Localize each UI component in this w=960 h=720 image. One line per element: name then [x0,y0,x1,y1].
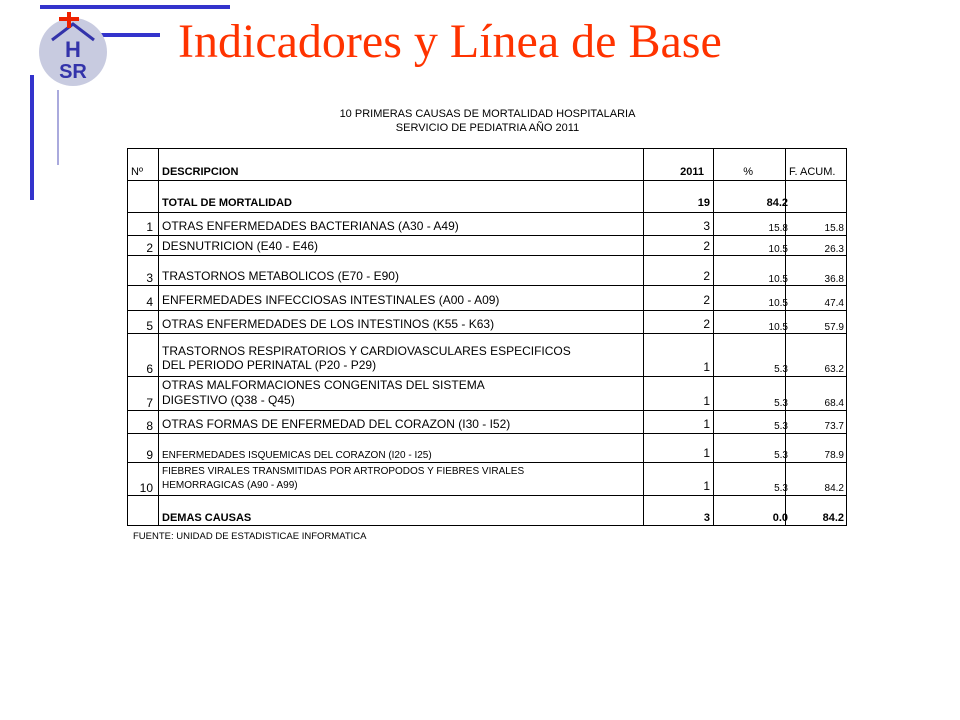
row-number: 9 [146,448,153,462]
source-note: FUENTE: UNIDAD DE ESTADISTICAE INFORMATICA [133,531,367,542]
row-number: 4 [146,295,153,309]
logo-letters-bottom: SR [59,61,87,83]
row-description: OTRAS ENFERMEDADES DE LOS INTESTINOS (K55 - K63) [162,317,495,331]
total-percent: 84.2 [766,197,788,209]
row-divider [128,285,846,286]
row-value: 2 [703,293,710,307]
row-number: 10 [139,481,153,495]
row-divider [128,495,846,496]
row-divider [128,255,846,256]
row-acum: 68.4 [824,398,844,409]
row-description-line2: DIGESTIVO (Q38 - Q45) [162,393,295,407]
table-subtitle: SERVICIO DE PEDIATRIA AÑO 2011 [395,122,580,134]
decor-line-top [40,5,230,9]
demas-acum: 84.2 [822,512,844,524]
demas-percent: 0.0 [772,512,788,524]
row-acum: 84.2 [824,483,844,494]
row-acum: 15.8 [824,223,844,234]
row-description: ENFERMEDADES INFECCIOSAS INTESTINALES (A00 - A09) [162,293,500,307]
row-divider [128,433,846,434]
row-number: 5 [146,319,153,333]
row-description: OTRAS ENFERMEDADES BACTERIANAS (A30 - A49) [162,219,459,233]
row-percent: 5.3 [774,398,788,409]
row-acum: 47.4 [824,298,844,309]
row-description: OTRAS FORMAS DE ENFERMEDAD DEL CORAZON (I30 - I52) [162,417,511,431]
row-acum: 26.3 [824,244,844,255]
header-description: DESCRIPCION [162,166,239,178]
total-label: TOTAL DE MORTALIDAD [162,197,292,209]
row-divider [128,462,846,463]
header-percent: % [743,166,753,178]
row-percent: 10.5 [768,244,788,255]
demas-value: 3 [703,512,710,524]
row-number: 2 [146,241,153,255]
demas-label: DEMAS CAUSAS [162,512,252,524]
row-percent: 10.5 [768,274,788,285]
mortality-table [127,148,847,526]
row-divider [128,310,846,311]
row-value: 1 [703,479,710,493]
row-description-line2: HEMORRAGICAS (A90 - A99) [162,480,298,491]
row-value: 2 [703,239,710,253]
row-acum: 36.8 [824,274,844,285]
row-divider [128,410,846,411]
row-description-line1: TRASTORNOS RESPIRATORIOS Y CARDIOVASCULARES ESPECIFICOS [162,344,571,358]
row-divider [128,180,846,181]
decor-line-left [30,75,34,200]
row-value: 1 [703,394,710,408]
slide-title: Indicadores y Línea de Base [178,15,722,68]
row-divider [128,376,846,377]
header-num: Nº [131,166,143,178]
row-percent: 10.5 [768,322,788,333]
row-percent: 5.3 [774,421,788,432]
row-value: 2 [703,269,710,283]
row-acum: 78.9 [824,450,844,461]
row-number: 6 [146,362,153,376]
row-percent: 5.3 [774,483,788,494]
hospital-logo [34,10,112,88]
row-description-line2: DEL PERIODO PERINATAL (P20 - P29) [162,358,377,372]
col-divider [158,149,159,525]
row-percent: 10.5 [768,298,788,309]
row-description-line1: OTRAS MALFORMACIONES CONGENITAS DEL SISTEMA [162,378,485,392]
row-value: 1 [703,360,710,374]
row-number: 3 [146,271,153,285]
row-number: 8 [146,419,153,433]
row-acum: 63.2 [824,364,844,375]
header-year: 2011 [680,166,704,178]
row-acum: 57.9 [824,322,844,333]
total-value: 19 [697,197,710,209]
header-acum: F. ACUM. [789,166,836,178]
row-description: ENFERMEDADES ISQUEMICAS DEL CORAZON (I20 - I25) [162,450,432,461]
row-acum: 73.7 [824,421,844,432]
row-divider [128,212,846,213]
col-divider [643,149,644,525]
row-description: DESNUTRICION (E40 - E46) [162,239,319,253]
row-divider [128,235,846,236]
table-title: 10 PRIMERAS CAUSAS DE MORTALIDAD HOSPITALARIA [339,108,636,120]
row-description-line1: FIEBRES VIRALES TRANSMITIDAS POR ARTROPODOS Y FIEBRES VIRALES [162,466,525,477]
row-percent: 5.3 [774,364,788,375]
logo-letters-top: H [65,37,81,62]
row-divider [128,333,846,334]
row-value: 1 [703,417,710,431]
row-value: 3 [703,219,710,233]
row-percent: 5.3 [774,450,788,461]
row-description: TRASTORNOS METABOLICOS (E70 - E90) [162,269,399,283]
row-percent: 15.8 [768,223,788,234]
row-value: 2 [703,317,710,331]
row-value: 1 [703,446,710,460]
col-divider [713,149,714,525]
row-number: 1 [146,220,153,234]
row-number: 7 [146,396,153,410]
